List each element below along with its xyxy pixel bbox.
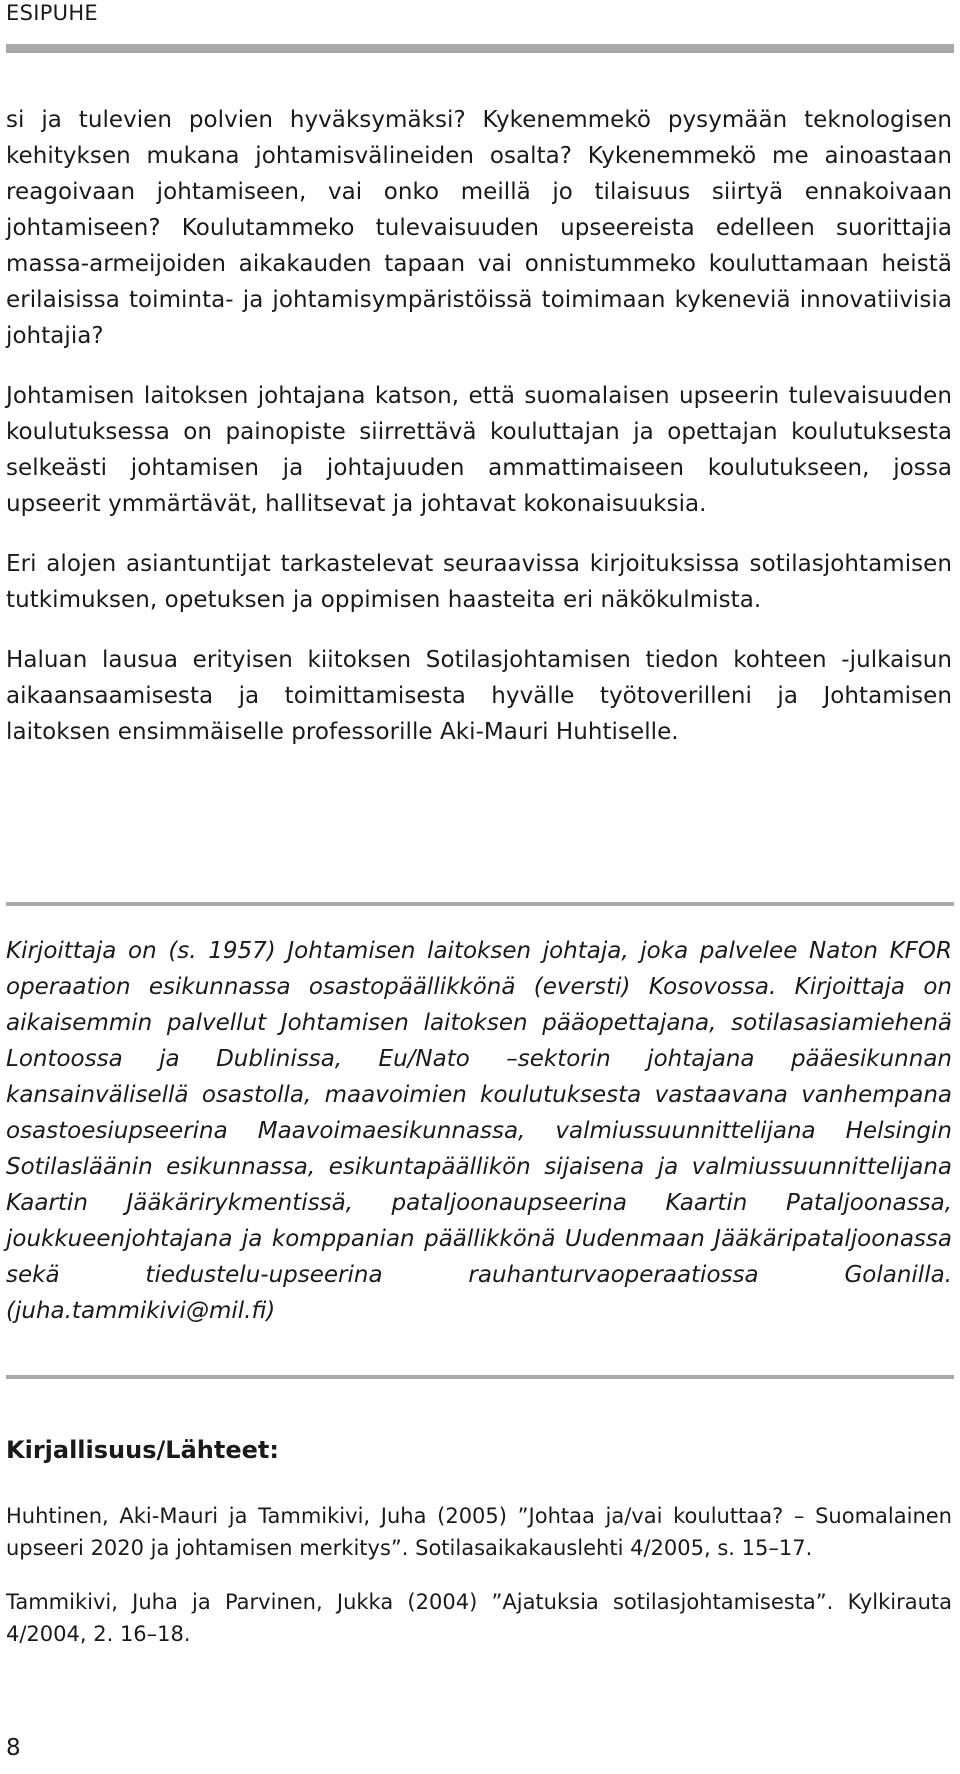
paragraph-4: Haluan lausua erityisen kiitoksen Sotilasjohtamisen tiedon kohteen -julkaisun aikaansaamisesta ja toimittamisesta hyvälle työtoverilleni ja Johtamisen laitoksen ensimmäiselle professorille Aki-Mauri Huhtiselle. <box>6 647 952 745</box>
reference-item: Tammikivi, Juha ja Parvinen, Jukka (2004) ”Ajatuksia sotilasjohtamisesta”. Kylkirauta 4/2004, 2. 16–18. <box>6 1590 952 1646</box>
running-header: ESIPUHE <box>6 1 98 25</box>
author-note-rule <box>6 902 954 906</box>
paragraph-1: si ja tulevien polvien hyväksymäksi? Kykenemmekö pysymään teknologisen kehityksen mukana johtamisvälineiden osalta? Kykenemmekö me ainoastaan reagoivaan johtamiseen, vai onko meillä jo tilaisuus siirtyä ennakoivaan johtamiseen? Koulutammeko tulevaisuuden upseereista edelleen suorittajia massa-armeijoiden aikakauden tapaan vai onnistummeko kouluttamaan heistä erilaisissa toiminta- ja johtamisympäristöissä toimimaan kykeneviä innovatiivisia johtajia? <box>6 107 952 349</box>
author-note: Kirjoittaja on (s. 1957) Johtamisen laitoksen johtaja, joka palvelee Naton KFOR operaation esikunnassa osastopäällikkönä (eversti) Kosovossa. Kirjoittaja on aikaisemmin palvellut Johtamisen laitoksen pääopettajana, sotilasasiamiehenä Lontoossa ja Dublinissa, Eu/Nato –sektorin johtajana pääesikunnan kansainvälisellä osastolla, maavoimien koulutuksesta vastaavana vanhempana osastoesiupseerina Maavoimaesikunnassa, valmiussuunnittelijana Helsingin Sotilasläänin esikunnassa, esikuntapäällikön sijaisena ja valmiussuunnittelijana Kaartin Jääkärirykmentissä, pataljoonaupseerina Kaartin Pataljoonassa, joukkueenjohtajana ja komppanian päällikkönä Uudenmaan Jääkäripataljoonassa sekä tiedustelu-upseerina rauhanturvaoperaatiossa Golanilla. (juha.tammikivi@mil.fi) <box>6 938 952 1324</box>
body-text <box>6 102 952 750</box>
references-list <box>6 1500 952 1672</box>
reference-item: Huhtinen, Aki-Mauri ja Tammikivi, Juha (2005) ”Johtaa ja/vai kouluttaa? – Suomalainen upseeri 2020 ja johtamisen merkitys”. Sotilasaikakauslehti 4/2005, s. 15–17. <box>6 1504 952 1560</box>
paragraph-3: Eri alojen asiantuntijat tarkastelevat seuraavissa kirjoituksissa sotilasjohtamisen tutkimuksen, opetuksen ja oppimisen haasteita eri näkökulmista. <box>6 551 952 613</box>
paragraph-2: Johtamisen laitoksen johtajana katson, että suomalaisen upseerin tulevaisuuden koulutuksessa on painopiste siirrettävä kouluttajan ja opettajan koulutuksesta selkeästi johtamisen ja johtajuuden ammattimaiseen koulutukseen, jossa upseerit ymmärtävät, hallitsevat ja johtavat kokonaisuuksia. <box>6 383 952 517</box>
references-heading: Kirjallisuus/Lähteet: <box>6 1436 279 1464</box>
header-rule <box>6 44 954 53</box>
page-number: 8 <box>6 1735 21 1761</box>
references-rule <box>6 1375 954 1379</box>
